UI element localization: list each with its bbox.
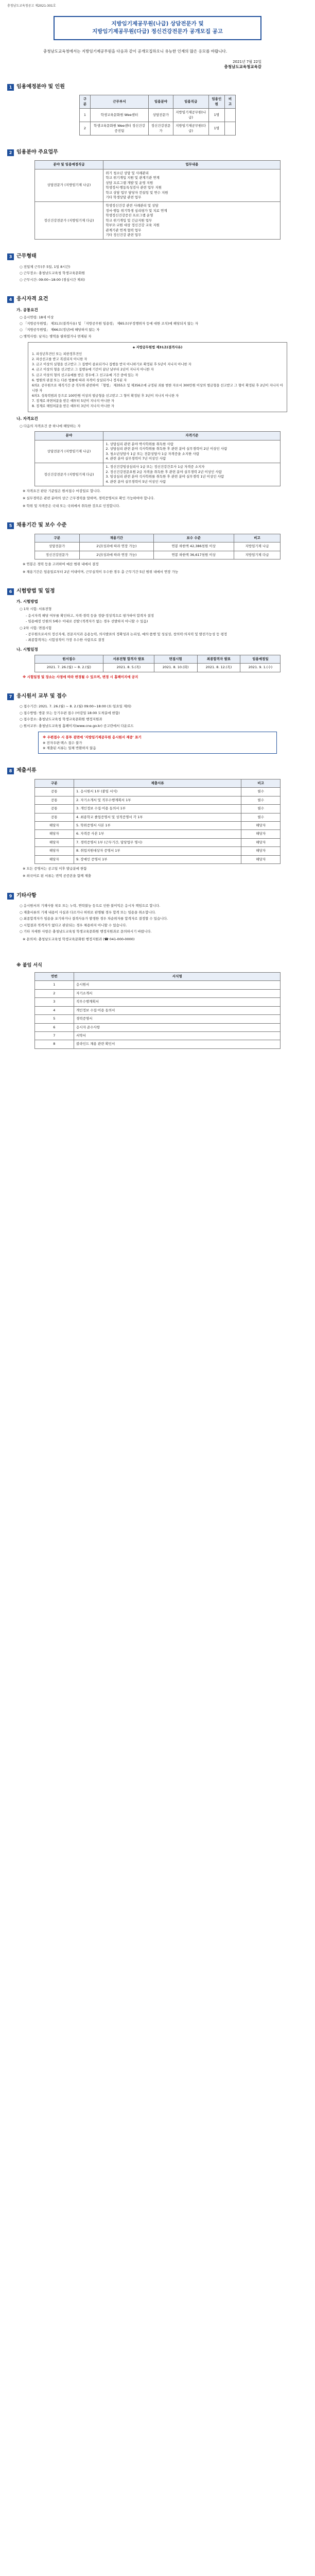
box-line: 3. 금고 이상의 실형을 선고받고 그 집행이 종료되거나 집행을 받지 아니하기로 확정된 후 5년이 지나지 아니한 자 — [32, 363, 191, 367]
table-cell: 학생교육문화원 Wee센터 — [90, 109, 148, 122]
title-line-2: 지방임기제공무원(다급) 정신건강전문가 공개모집 공고 — [92, 28, 223, 35]
list-item: ○ 응시연령: 18세 이상 — [20, 315, 54, 319]
recruit-table — [79, 95, 236, 135]
attach-header: 연번 — [34, 972, 74, 980]
qual-item: 1. 정신건강임상심리사 1급 또는 정신건강간호사 1급 자격증 소지자 — [106, 465, 205, 469]
table-row — [34, 463, 281, 486]
table-row — [34, 169, 281, 202]
t1-header: 임용인원 — [208, 95, 225, 109]
t5-header: 보수 수준 — [153, 534, 234, 542]
qualification-table — [34, 431, 281, 486]
section-9-title: 기타사항 — [16, 892, 37, 899]
section-9 — [7, 892, 308, 942]
t6-header: 최종합격자 발표 — [197, 655, 240, 663]
list-item: ○ 「지방공무원법」 제66조(정년)에 해당하지 않는 자 — [20, 328, 100, 332]
table-cell: 2 — [80, 122, 91, 135]
table-cell: 해당자 — [34, 847, 74, 855]
note-text: ※ 실무경력은 관련 분야의 상근 근무경력을 말하며, 경력증명서로 확인 가능하여야 합니다. — [23, 496, 155, 501]
t6-header: 임용예정일 — [240, 655, 281, 663]
t6-header: 원서접수 — [34, 655, 103, 663]
box-line: 6의3. 성폭력범죄 등으로 100만원 이상의 벌금형을 선고받고 그 형이 확정된 후 3년이 지나지 아니한 자 — [32, 394, 179, 398]
t1-header: 근무부서 — [90, 95, 148, 109]
table-row — [34, 543, 281, 551]
table-cell: 4. 최종학교 졸업증명서 및 성적증명서 각 1부 — [74, 813, 241, 821]
section-7 — [7, 693, 308, 754]
duty-item: 기타 학생상담 관련 업무 — [106, 195, 142, 200]
section-4-title: 응시자격 요건 — [16, 296, 48, 302]
table-cell — [225, 122, 236, 135]
list-item: ○ 기타 자세한 사항은 충청남도교육청 학생교육문화원 행정지원과로 문의하시기 바랍니다. — [20, 929, 152, 934]
box-line: 6. 법원의 판결 또는 다른 법률에 따라 자격이 상실되거나 정지된 자 — [32, 378, 127, 382]
t1-header: 구분 — [80, 95, 91, 109]
section-2-number: 2 — [7, 149, 14, 156]
list-item: ○ 근무시간: 09:00~18:00 (점심시간 제외) — [20, 277, 85, 282]
table-cell: 8 — [34, 1040, 74, 1048]
contact-text: ※ 문의처: 충청남도교육청 학생교육문화원 행정지원과 (☎ 041-000-0000) — [23, 937, 135, 941]
table-cell: 1명 — [208, 122, 225, 135]
subsection-title: 나. 시험일정 — [16, 647, 38, 652]
table-cell — [103, 202, 281, 240]
section-2-title: 임용분야 주요업무 — [16, 149, 58, 155]
table-cell: 2021. 8. 5.(목) — [103, 664, 154, 672]
list-item: ○ 근무장소: 충청남도교육청 학생교육문화원 — [20, 271, 85, 276]
duty-item: 학교 위기개입 및 긴급지원 업무 — [106, 218, 152, 223]
section-3 — [7, 253, 308, 282]
list-item: ○ 접수장소: 충청남도교육청 학생교육문화원 행정지원과 — [20, 717, 102, 722]
section-4 — [7, 296, 308, 509]
box-line: 7. 징계로 파면처분을 받은 때부터 5년이 지나지 아니한 자 — [32, 399, 114, 403]
box-line: 6의2. 공무원으로 재직기간 중 직무와 관련하여 「형법」 제355조 및 제356조에 규정된 죄를 범한 자로서 300만원 이상의 벌금형을 선고받고 그 형이 확정된 후 2년이 지나지 아니한 자 — [32, 383, 283, 393]
table-cell: 공통 — [34, 813, 74, 821]
t1-header: 임용직급 — [173, 95, 208, 109]
note-text: ※ 모든 증명서는 공고일 이후 발급분에 한함 — [23, 867, 87, 871]
table-cell: 4 — [34, 1006, 74, 1014]
duty-item: 학생정신건강증진 프로그램 운영 — [106, 213, 153, 218]
list-item: ○ 접수방법: 방문 또는 등기우편 접수 (마감일 18:00 도착분에 한함) — [20, 710, 120, 715]
list-item: ○ 다음의 자격요건 중 하나에 해당하는 자 — [20, 423, 81, 428]
table-cell: 경력증명서 — [74, 1015, 281, 1023]
list-item: ○ 제출서류의 기재 내용이 사실과 다르거나 허위로 판명될 경우 합격 또는 임용을 취소합니다. — [20, 910, 156, 914]
list-item: - 임용예정 인원의 5배수 이내로 선발 (적격자가 없는 경우 선발하지 아니할 수 있음) — [26, 619, 148, 624]
section-7-head — [7, 693, 308, 701]
t8-header: 비고 — [241, 779, 280, 787]
table-cell: 6 — [34, 1023, 74, 1031]
table-cell: 8. 취업지원대상자 증명서 1부 — [74, 847, 241, 855]
salary-table — [34, 534, 281, 560]
table-row — [34, 847, 281, 855]
table-cell: 2 — [34, 989, 74, 997]
section-6-title: 시험방법 및 일정 — [16, 588, 55, 594]
table-cell: 연봉 하한액 36,617천원 이상 — [153, 551, 234, 559]
note-text: ※ 외국어로 된 서류는 번역 공증본을 함께 제출 — [23, 874, 91, 878]
duty-item: 상담 프로그램 개발 및 운영 지원 — [106, 180, 153, 185]
section-6 — [7, 588, 308, 680]
section-8-number: 8 — [7, 768, 14, 774]
table-cell: 필수 — [241, 796, 280, 804]
qual-item: 4. 관련 분야 실무경력이 7년 이상인 사람 — [106, 456, 166, 461]
section-5-number: 5 — [7, 522, 14, 529]
qual-item: 4. 관련 분야 실무경력이 5년 이상인 사람 — [106, 479, 166, 484]
subsection-title: 가. 공통요건 — [16, 307, 38, 312]
table-cell: 6. 자격증 사본 1부 — [74, 830, 241, 838]
table-cell: 지방임기제 다급 — [234, 551, 281, 559]
table-cell: 2. 자기소개서 및 직무수행계획서 1부 — [74, 796, 241, 804]
table-cell: 1. 응시원서 1부 (붙임 서식) — [74, 788, 241, 796]
table-row — [34, 440, 281, 463]
note-text: ※ 시험일정 및 장소는 사정에 따라 변경될 수 있으며, 변경 시 홈페이지에 공지 — [23, 674, 138, 679]
table-cell: 2021. 9. 1.(수) — [240, 664, 281, 672]
section-1-title: 임용예정분야 및 인원 — [16, 83, 65, 90]
list-item: - 최종합격자는 시험성적이 가장 우수한 사람으로 결정 — [26, 638, 104, 642]
table-cell: 응시자 준수사항 — [74, 1023, 281, 1031]
t1-header: 비고 — [225, 95, 236, 109]
box-line: 8. 징계로 해임처분을 받은 때부터 3년이 지나지 아니한 자 — [32, 404, 114, 408]
table-cell: 지방임기제 나급 — [234, 543, 281, 551]
table-cell: 공통 — [34, 788, 74, 796]
intro-text: 충청남도교육청에서는 지방임기제공무원을 다음과 같이 공개모집하오니 유능한 인재의 많은 응모를 바랍니다. — [43, 49, 227, 54]
table-cell: 1 — [34, 981, 74, 989]
table-cell: 공통 — [34, 796, 74, 804]
table-row — [80, 109, 236, 122]
table-cell: 2021. 8. 12.(목) — [197, 664, 240, 672]
table-row — [34, 1040, 281, 1048]
table-cell: 블라인드 채용 관련 확인서 — [74, 1040, 281, 1048]
duty-item: 학생정서·행동특성검사 관련 업무 지원 — [106, 185, 162, 190]
qual-item: 3. 청소년상담사 1급 또는 전문상담사 1급 자격증을 소지한 사람 — [106, 451, 200, 456]
table-row — [34, 989, 281, 997]
table-cell: 3. 개인정보 수집·이용 동의서 1부 — [74, 805, 241, 813]
table-cell: 2년(성과에 따라 연장 가능) — [79, 551, 153, 559]
t1-header: 임용분야 — [149, 95, 173, 109]
title-box — [54, 16, 261, 41]
section-4-number: 4 — [7, 296, 14, 303]
attachment-table — [34, 972, 281, 1049]
table-cell: 3 — [34, 998, 74, 1006]
qual-item: 2. 상담심리 관련 분야 석사학위를 취득한 후 관련 분야 실무경력이 2년 이상인 사람 — [106, 447, 227, 451]
t4-header: 자격기준 — [103, 432, 281, 440]
subsection-title: 나. 자격요건 — [16, 416, 38, 421]
table-cell — [103, 169, 281, 202]
table-cell: 9. 장애인 증명서 1부 — [74, 855, 241, 863]
t8-header: 구분 — [34, 779, 74, 787]
table-row — [34, 981, 281, 989]
announce-org: 충청남도교육청교육감 — [224, 64, 261, 70]
section-1-head — [7, 83, 308, 91]
table-cell: 상담전문가 (지방임기제 나급) — [34, 169, 103, 202]
list-item: ○ 접수기간: 2021. 7. 26.(월) ~ 8. 2.(월) 09:00~18:00 (토·일요일 제외) — [20, 704, 132, 709]
section-8-head — [7, 767, 308, 775]
table-cell — [103, 440, 281, 463]
section-4-head — [7, 296, 308, 303]
section-8-title: 제출서류 — [16, 768, 37, 774]
table-cell: 지방임기제공무원(나급) — [173, 109, 208, 122]
qual-item: 1. 상담심리 관련 분야 박사학위를 취득한 사람 — [106, 442, 173, 446]
section-5 — [7, 522, 308, 574]
table-cell: 서약서 — [74, 1031, 281, 1040]
box-line: 2. 파산선고를 받고 복권되지 아니한 자 — [32, 358, 87, 362]
table-row — [34, 1015, 281, 1023]
title-line-1: 지방임기제공무원(나급) 상담전문가 및 — [111, 20, 204, 27]
table-cell: 필수 — [241, 813, 280, 821]
table-cell: 해당자 — [241, 838, 280, 846]
box-line: ※ 우편접수 시 봉투 겉면에 '지방임기제공무원 응시원서 재중' 표기 — [43, 735, 142, 740]
table-cell: 지방임기제공무원(다급) — [173, 122, 208, 135]
header-note: 충청남도교육청공고 제2021-301호 — [7, 4, 56, 8]
section-1 — [7, 83, 308, 135]
announce-date: 2021년 7월 22일 — [233, 59, 261, 64]
section-5-head — [7, 522, 308, 530]
section-3-number: 3 — [7, 253, 14, 260]
table-row — [34, 813, 281, 821]
section-2-head — [7, 149, 308, 157]
table-cell: 연봉 하한액 42,386천원 이상 — [153, 543, 234, 551]
table-row — [34, 788, 281, 796]
t5-header: 비고 — [234, 534, 281, 542]
table-cell: 해당자 — [34, 838, 74, 846]
note-text: ※ 채용기간은 임용일로부터 2년 이내이며, 근무실적이 우수한 경우 총 근무기간 5년 범위 내에서 연장 가능 — [23, 569, 179, 574]
t5-header: 구분 — [34, 534, 79, 542]
box-line: 4. 금고 이상의 형을 선고받고 그 집행유예 기간이 끝난 날부터 2년이 지나지 아니한 자 — [32, 368, 154, 372]
section-7-number: 7 — [7, 693, 14, 700]
list-item: ○ 원서교부: 충청남도교육청 홈페이지(www.cne.go.kr) 공고란에서 다운로드 — [20, 723, 134, 728]
attachment-title: ※ 붙임 서식 — [16, 962, 42, 968]
table-cell: 5. 학위증명서 사본 1부 — [74, 821, 241, 829]
table-row — [34, 664, 281, 672]
table-cell: 7. 경력증명서 1부 (근무기간, 담당업무 명시) — [74, 838, 241, 846]
t6-header: 면접시험 — [154, 655, 197, 663]
table-cell: 공통 — [34, 805, 74, 813]
table-cell: 2021. 8. 10.(화) — [154, 664, 197, 672]
table-row — [34, 1031, 281, 1040]
table-cell: 5 — [34, 1015, 74, 1023]
section-9-number: 9 — [7, 893, 14, 900]
table-cell: 응시원서 — [74, 981, 281, 989]
table-cell: 1명 — [208, 109, 225, 122]
section-9-head — [7, 892, 308, 900]
table-cell: 정신건강전문가 — [34, 551, 79, 559]
disqualification-box — [28, 342, 287, 412]
list-item: ○ 응시원서의 기재사항 착오 또는 누락, 연락불능 등으로 인한 불이익은 응시자 책임으로 합니다. — [20, 904, 161, 908]
table-row — [34, 830, 281, 838]
section-6-head — [7, 588, 308, 596]
table-cell: 정신건강전문가 — [149, 122, 173, 135]
table-row — [80, 122, 236, 135]
table-cell: 상담전문가 (지방임기제 나급) — [34, 440, 103, 463]
list-item: ○ 시험결과 적격자가 없다고 판단되는 경우 채용하지 아니할 수 있습니다. — [20, 923, 127, 927]
list-item: ○ 최종합격자가 임용을 포기하거나 결격사유가 발생한 경우 차순위자를 합격자로 결정할 수 있습니다. — [20, 917, 168, 921]
list-item: ○ 2차 시험: 면접시험 — [20, 625, 52, 630]
t2-header: 업무내용 — [103, 161, 281, 169]
list-item: ○ 전일제 근무(주 5일, 1일 8시간) — [20, 264, 71, 269]
list-item: - 공무원으로서의 정신자세, 전문지식과 응용능력, 의사발표의 정확성과 논리성, 예의·품행 및 성실성, 창의력·의지력 및 발전가능성 등 평정 — [26, 632, 227, 636]
table-cell: 직무수행계획서 — [74, 998, 281, 1006]
duty-item: 정서·행동 위기학생 심리평가 및 치료 연계 — [106, 208, 167, 213]
section-7-title: 응시원서 교부 및 접수 — [16, 693, 67, 699]
table-row — [34, 796, 281, 804]
table-cell: 필수 — [241, 805, 280, 813]
note-text: ※ 학위 및 자격증은 국내 또는 국외에서 취득한 것으로 인정합니다. — [23, 503, 120, 508]
box-line: ※ 제출된 서류는 일체 반환하지 않음 — [43, 745, 96, 750]
table-cell — [103, 463, 281, 486]
table-row — [34, 821, 281, 829]
list-item: ○ 「지방공무원법」 제31조(결격사유) 및 「지방공무원 임용령」 제65조(부정행위자 등에 대한 조치)에 해당되지 않는 자 — [20, 321, 198, 326]
box-line: 5. 금고 이상의 형의 선고유예를 받은 경우에 그 선고유예 기간 중에 있는 자 — [32, 373, 138, 377]
table-cell: 상담전문가 — [34, 543, 79, 551]
table-cell: 2년(성과에 따라 연장 가능) — [79, 543, 153, 551]
attach-header: 서식명 — [74, 972, 281, 980]
table-cell: 해당자 — [241, 830, 280, 838]
t6-header: 서류전형 합격자 발표 — [103, 655, 154, 663]
table-cell: 해당자 — [241, 847, 280, 855]
t4-header: 분야 — [34, 432, 103, 440]
section-3-title: 근무형태 — [16, 253, 37, 260]
duty-item: 학교 상담 업무 담당자 컨설팅 및 연수 지원 — [106, 190, 168, 195]
duty-item: 관계기관 연계 협력 업무 — [106, 228, 142, 232]
table-cell: 필수 — [241, 788, 280, 796]
section-6-number: 6 — [7, 588, 14, 595]
table-cell — [225, 109, 236, 122]
table-row — [34, 998, 281, 1006]
duty-item: 학생정신건강 관련 사례관리 및 상담 — [106, 204, 159, 208]
duty-item: 학교 위기개입 지원 및 관계기관 연계 — [106, 176, 160, 180]
table-cell: 정신건강전문가 (지방임기제 다급) — [34, 202, 103, 240]
submission-note-box — [38, 732, 277, 754]
box-line: ※ 전자우편·팩스 접수 불가 — [43, 740, 82, 745]
documents-table — [34, 779, 281, 864]
table-cell: 정신건강전문가 (지방임기제 다급) — [34, 463, 103, 486]
table-cell: 해당자 — [34, 821, 74, 829]
table-cell: 개인정보 수집·이용 동의서 — [74, 1006, 281, 1014]
list-item: ○ 병역사항: 남자는 병역을 필하였거나 면제된 자 — [20, 334, 92, 338]
t2-header: 분야 및 임용예정직급 — [34, 161, 103, 169]
table-row — [34, 202, 281, 240]
table-cell: 학생교육문화원 Wee센터 정신건강증진팀 — [90, 122, 148, 135]
table-cell: 2021. 7. 26.(월) ~ 8. 2.(월) — [34, 664, 103, 672]
qual-item: 2. 정신건강전문요원 2급 자격을 취득한 후 관련 분야 실무경력 2년 이상인 사람 — [106, 469, 222, 474]
table-cell: 1 — [80, 109, 91, 122]
list-item: ○ 1차 시험: 서류전형 — [20, 607, 52, 612]
qual-item: 3. 임상심리 관련 분야 석사학위를 취득한 후 관련 분야 실무경력 1년 이상인 사람 — [106, 474, 224, 479]
table-row — [34, 1006, 281, 1014]
note-text: ※ 자격요건 판단 기준일은 원서접수 마감일로 합니다. — [23, 489, 101, 494]
duty-item: 기타 정신건강 관련 업무 — [106, 232, 142, 237]
list-item: - 응시자격 해당 여부를 확인하고, 자격·경력 등을 정량·정성적으로 평가하여 합격자 결정 — [26, 613, 154, 618]
section-1-number: 1 — [7, 84, 14, 91]
section-5-title: 채용기간 및 보수 수준 — [16, 522, 67, 529]
table-row — [34, 551, 281, 559]
table-cell: 상담전문가 — [149, 109, 173, 122]
duty-item: 학부모·교원 대상 정신건강 교육 지원 — [106, 223, 160, 228]
section-8 — [7, 767, 308, 879]
table-cell: 해당자 — [34, 855, 74, 863]
table-row — [34, 1023, 281, 1031]
section-2 — [7, 149, 308, 240]
table-row — [34, 805, 281, 813]
schedule-table — [34, 655, 281, 672]
table-cell: 해당자 — [241, 821, 280, 829]
table-cell: 7 — [34, 1031, 74, 1040]
box-line: 1. 피성년후견인 또는 피한정후견인 — [32, 352, 82, 357]
table-cell: 해당자 — [34, 830, 74, 838]
note-text: ※ 연봉은 경력 등을 고려하여 예산 범위 내에서 결정 — [23, 562, 99, 567]
table-row — [34, 855, 281, 863]
t5-header: 채용기간 — [79, 534, 153, 542]
duty-item: 위기 청소년 상담 및 사례관리 — [106, 171, 149, 175]
table-cell: 해당자 — [241, 855, 280, 863]
t8-header: 제출서류 — [74, 779, 241, 787]
section-3-head — [7, 253, 308, 261]
box-title: ◈ 지방공무원법 제31조(결격사유) — [132, 346, 183, 350]
table-cell: 자기소개서 — [74, 989, 281, 997]
subsection-title: 가. 시험방법 — [16, 599, 38, 604]
duty-table — [34, 160, 281, 240]
table-row — [34, 838, 281, 846]
